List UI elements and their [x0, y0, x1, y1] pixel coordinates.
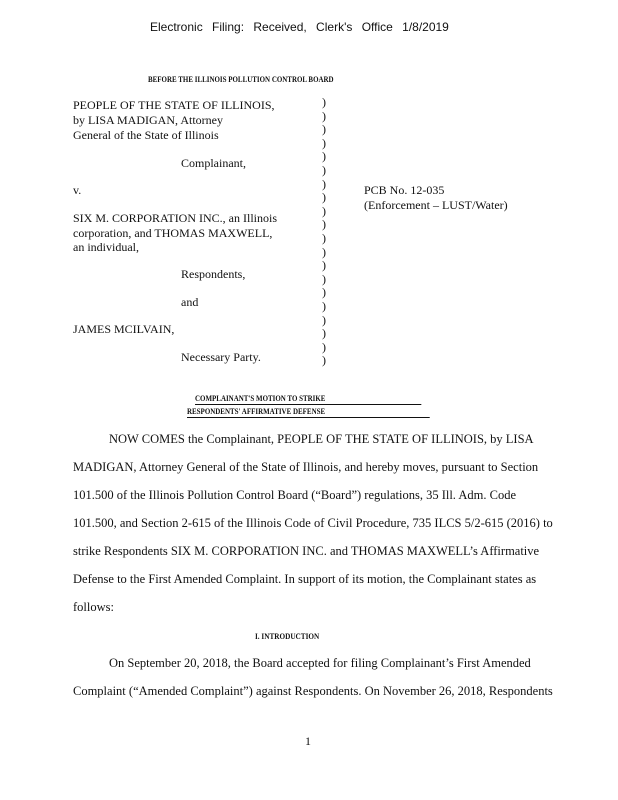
body-line: 101.500, and Section 2-615 of the Illinois Code of Civil Procedure, 735 ILCS 5/2-615 (2016) to: [73, 516, 553, 530]
necessary-party-name: JAMES MCILVAIN,: [73, 322, 175, 336]
necessary-party-label: Necessary Party.: [181, 350, 261, 364]
body-line: Defense to the First Amended Complaint. In support of its motion, the Complainant states as: [73, 572, 537, 586]
case-type: (Enforcement – LUST/Water): [364, 198, 508, 212]
page-number: 1: [305, 734, 311, 748]
defendant-line: SIX M. CORPORATION INC., an Illinois: [73, 211, 278, 225]
respondents-label: Respondents,: [181, 267, 246, 281]
body-line: follows:: [73, 600, 114, 614]
intro-line: On September 20, 2018, the Board accepted for filing Complainant’s First Amended: [109, 656, 531, 670]
body-line: MADIGAN, Attorney General of the State of Illinois, and hereby moves, pursuant to Section: [73, 460, 539, 474]
intro-line: Complaint (“Amended Complaint”) against Respondents. On November 26, 2018, Respondents: [73, 684, 553, 698]
body-line: strike Respondents SIX M. CORPORATION INC. and THOMAS MAXWELL’s Affirmative: [73, 544, 540, 558]
filing-stamp: Electronic Filing: Received, Clerk's Office 1/8/2019: [150, 20, 449, 34]
plaintiff-line: by LISA MADIGAN, Attorney: [73, 113, 223, 127]
motion-title-line: RESPONDENTS' AFFIRMATIVE DEFENSE: [187, 406, 430, 418]
case-number: PCB No. 12-035: [364, 183, 445, 197]
section-heading: I. INTRODUCTION: [255, 631, 320, 641]
defendant-line: corporation, and THOMAS MAXWELL,: [73, 226, 273, 240]
and-label: and: [181, 295, 199, 309]
complainant-label: Complainant,: [181, 156, 246, 170]
plaintiff-line: PEOPLE OF THE STATE OF ILLINOIS,: [73, 98, 275, 112]
caption-parenthesis-column: ) ) ) ) ) ) ) ) ) ) ) ) ) ) ) ) ) ) ) ): [322, 95, 326, 368]
defendant-line: an individual,: [73, 240, 139, 254]
motion-title-line: COMPLAINANT'S MOTION TO STRIKE: [195, 393, 421, 405]
plaintiff-line: General of the State of Illinois: [73, 128, 219, 142]
board-title: BEFORE THE ILLINOIS POLLUTION CONTROL BOARD: [148, 74, 334, 84]
body-line: 101.500 of the Illinois Pollution Control Board (“Board”) regulations, 35 Ill. Adm. Code: [73, 488, 517, 502]
body-line: NOW COMES the Complainant, PEOPLE OF THE STATE OF ILLINOIS, by LISA: [109, 432, 534, 446]
versus-label: v.: [73, 183, 82, 197]
